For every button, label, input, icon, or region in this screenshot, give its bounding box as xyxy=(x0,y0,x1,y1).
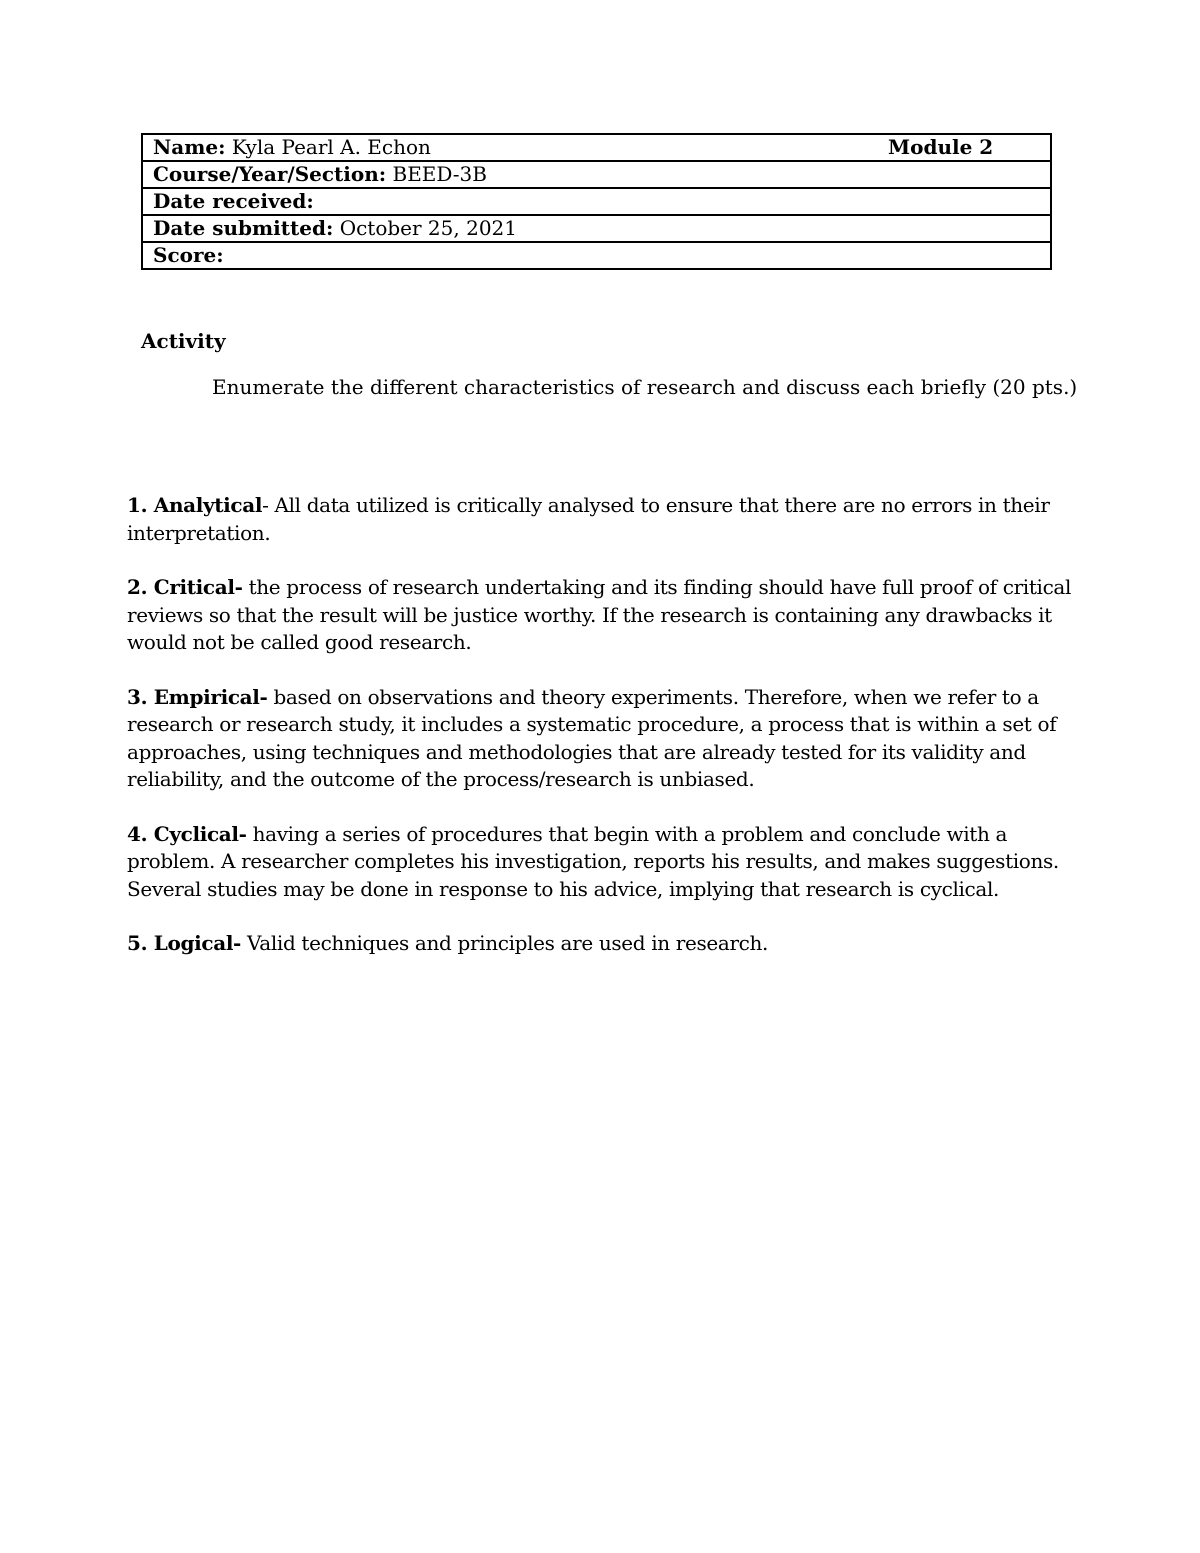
date-received-row xyxy=(142,188,1051,215)
answer-item-cyclical xyxy=(127,821,1087,904)
date-submitted-cell xyxy=(142,215,1051,242)
answers-list xyxy=(127,492,1087,985)
course-label: Course/Year/Section: xyxy=(153,162,387,186)
answer-term: 3. Empirical- xyxy=(127,684,268,709)
answer-text: having a series of procedures that begin with a problem and conclude with a problem. A researcher completes his investigation, reports his results, and makes suggestions. Several studies may be done in response to his advice, implying that research is cyclical. xyxy=(127,821,1059,901)
answer-text: based on observations and theory experiments. Therefore, when we refer to a research or research study, it includes a systematic procedure, a process that is within a set of approaches, using techniques and methodologies that are already tested for its validity and reliability, and the outcome of the process/research is unbiased. xyxy=(127,684,1057,791)
answer-item-analytical xyxy=(127,492,1087,547)
answer-text: Valid techniques and principles are used in research. xyxy=(241,931,769,955)
course-value: BEED-3B xyxy=(386,162,487,186)
date-submitted-value: October 25, 2021 xyxy=(333,216,517,240)
student-info-table xyxy=(141,133,1052,270)
name-row xyxy=(142,134,1051,161)
answer-term: 4. Cyclical- xyxy=(127,821,247,846)
answer-text: - All data utilized is critically analysed to ensure that there are no errors in their interpretation. xyxy=(127,493,1050,545)
answer-term: 1. Analytical xyxy=(127,493,263,517)
activity-instruction: Enumerate the different characteristics of research and discuss each briefly (20 pts.) xyxy=(212,375,1078,399)
answer-item-empirical xyxy=(127,684,1087,794)
name-value: Kyla Pearl A. Echon xyxy=(225,135,431,159)
answer-term: 5. Logical- xyxy=(127,931,242,955)
module-cell xyxy=(888,134,1051,161)
name-cell xyxy=(142,134,888,161)
answer-item-critical xyxy=(127,574,1087,657)
course-row xyxy=(142,161,1051,188)
answer-text: the process of research undertaking and its finding should have full proof of critical reviews so that the result will be justice worthy. If the research is containing any drawbacks it would not be called good research. xyxy=(127,575,1072,654)
score-label: Score: xyxy=(153,243,224,267)
date-received-label: Date received: xyxy=(153,189,314,213)
score-row xyxy=(142,242,1051,269)
date-submitted-label: Date submitted: xyxy=(153,216,334,240)
score-cell xyxy=(142,242,1051,269)
activity-heading: Activity xyxy=(141,329,226,353)
date-submitted-row xyxy=(142,215,1051,242)
course-cell xyxy=(142,161,1051,188)
answer-item-logical xyxy=(127,930,1087,958)
date-received-cell xyxy=(142,188,1051,215)
answer-term: 2. Critical- xyxy=(127,575,243,599)
module-label: Module 2 xyxy=(888,135,994,159)
name-label: Name: xyxy=(153,135,226,159)
